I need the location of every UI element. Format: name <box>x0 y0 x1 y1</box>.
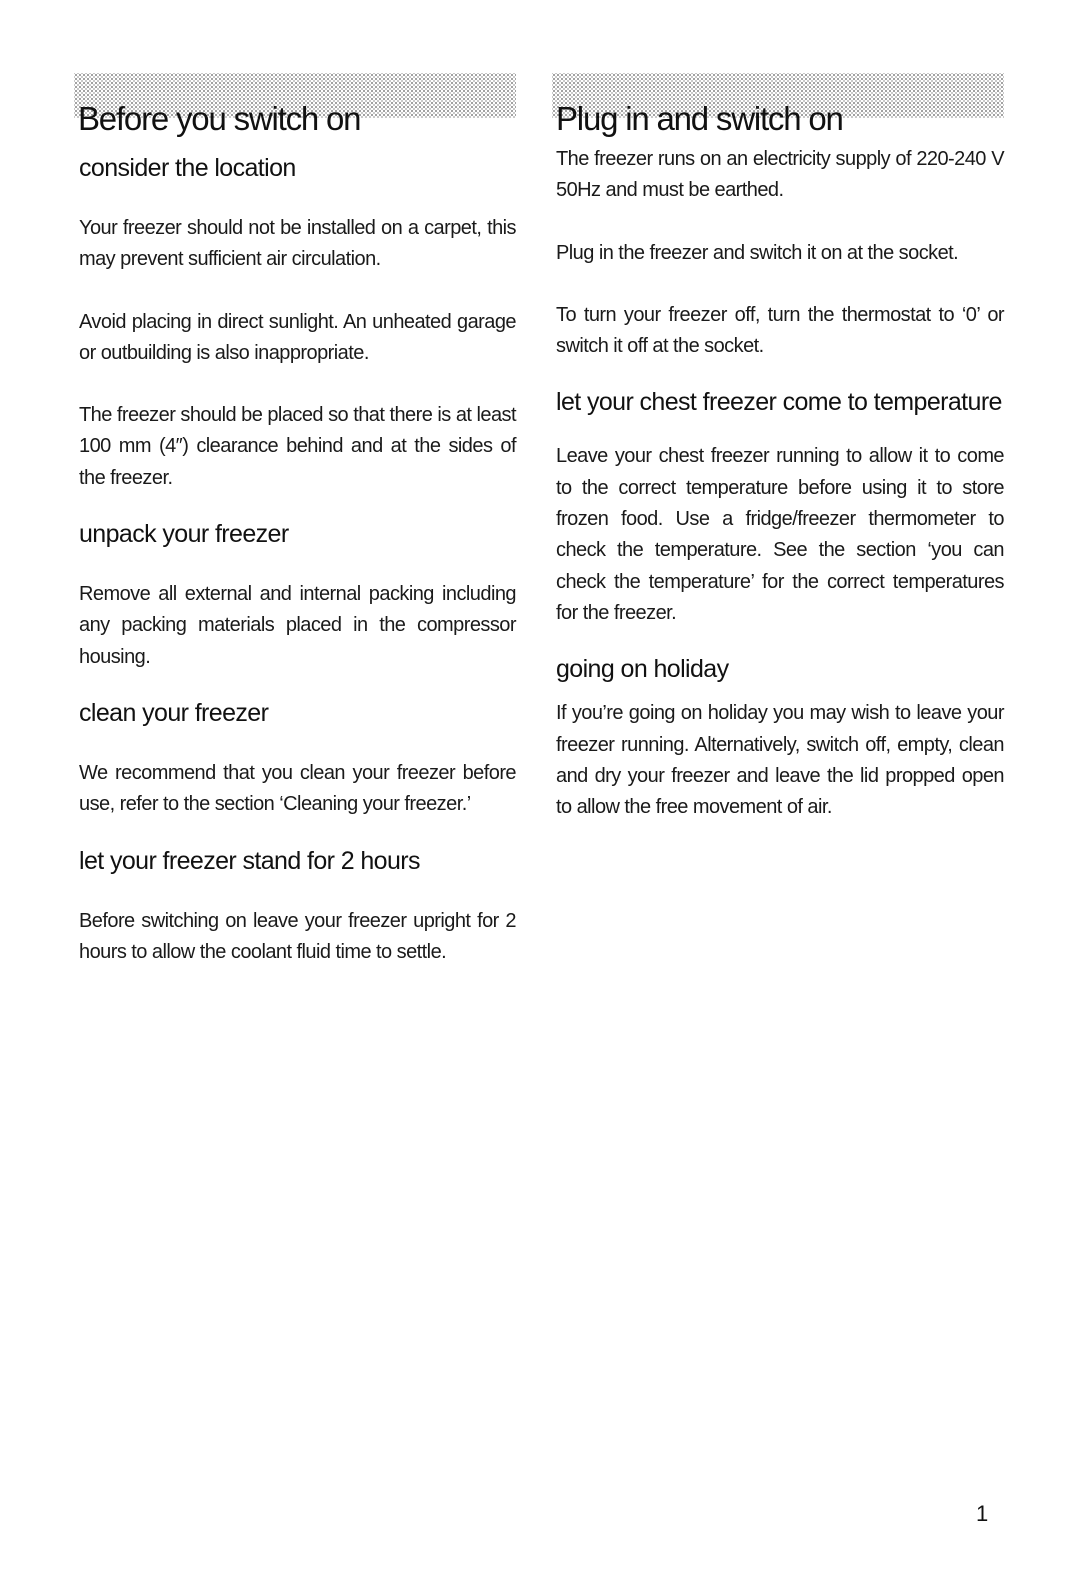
paragraph: Your freezer should not be installed on a carpet, this may prevent sufficient air circulation. <box>79 217 516 271</box>
left-column <box>74 73 516 999</box>
page-number: 1 <box>976 1501 989 1526</box>
paragraph: We recommend that you clean your freezer before use, refer to the section ‘Cleaning your freezer.’ <box>79 761 516 816</box>
heading-consider-location: consider the location <box>79 154 296 182</box>
heading-unpack-freezer: unpack your freezer <box>79 520 289 549</box>
heading-going-on-holiday: going on holiday <box>556 655 729 684</box>
paragraph: Leave your chest freezer running to allow it to come to the correct temperature before using it to store frozen food. Use a fridge/freezer thermometer to check the temperature. See the section ‘you can check the temperature’ for the correct temperatures for the freezer. <box>556 445 1004 624</box>
heading-come-to-temperature: let your chest freezer come to temperature <box>556 388 1002 417</box>
heading-clean-freezer: clean your freezer <box>79 698 269 727</box>
heading-stand-2-hours: let your freezer stand for 2 hours <box>79 846 420 875</box>
banner-title: Plug in and switch on <box>556 100 843 138</box>
paragraph: If you’re going on holiday you may wish to leave your freezer running. Alternatively, switch off, empty, clean and dry your freezer and leave the lid propped open to allow the free movement of air. <box>556 702 1004 819</box>
paragraph: Before switching on leave your freezer upright for 2 hours to allow the coolant fluid time to settle. <box>79 909 516 963</box>
paragraph: To turn your freezer off, turn the thermostat to ‘0’ or switch it off at the socket. <box>556 303 1004 358</box>
paragraph: Avoid placing in direct sunlight. An unheated garage or outbuilding is also inappropriate. <box>79 310 516 364</box>
paragraph: The freezer should be placed so that there is at least 100 mm (4″) clearance behind and at the sides of the freezer. <box>79 404 516 489</box>
section-banner-plug-in <box>552 73 1004 138</box>
section-banner-before-switch-on <box>74 73 516 138</box>
paragraph: The freezer runs on an electricity supply of 220-240 V 50Hz and must be earthed. <box>556 148 1004 202</box>
right-column <box>552 73 1004 854</box>
paragraph: Remove all external and internal packing including any packing materials placed in the compressor housing. <box>79 583 516 668</box>
paragraph: Plug in the freezer and switch it on at the socket. <box>556 241 959 264</box>
banner-title: Before you switch on <box>78 100 361 138</box>
